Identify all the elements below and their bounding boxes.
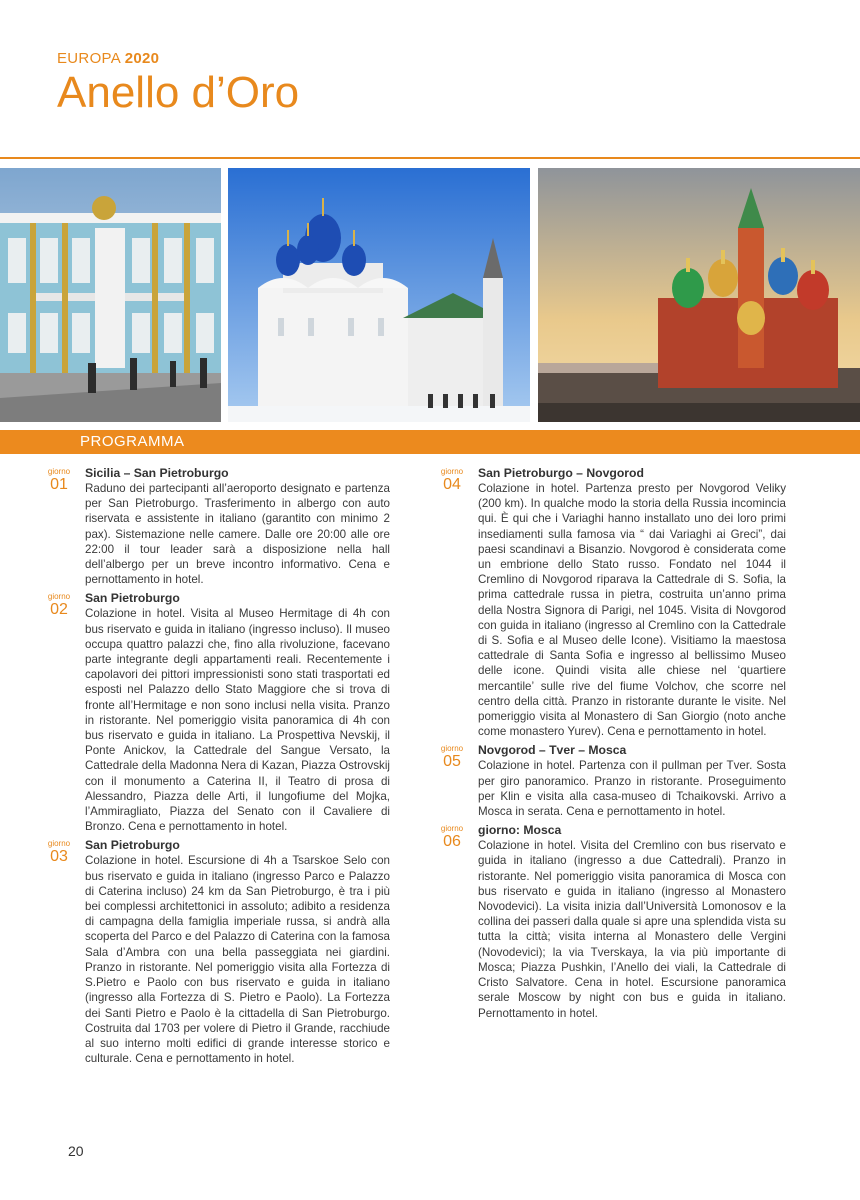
day-number-badge: giorno 02 [47, 592, 71, 619]
day-description: Colazione in hotel. Partenza con il pullman per Tver. Sosta per giro panoramico. Pranzo in ristorante. Proseguimento per Klin e visita alla casa-museo di Tchaikovski. Arrivo a Mosca in serata. Cena e pernottamento in hotel. [478, 759, 786, 819]
itinerary-right-column [440, 466, 786, 1025]
day-title: giorno: Mosca [478, 823, 562, 838]
program-label: PROGRAMMA [80, 433, 185, 450]
day-number-badge: giorno 06 [440, 824, 464, 851]
day-number-badge: giorno 04 [440, 467, 464, 493]
day-title: Novgorod – Tver – Mosca [478, 743, 627, 758]
cathedral-photo [538, 168, 860, 422]
day-entry [47, 591, 390, 834]
day-description: Colazione in hotel. Partenza presto per Novgorod Veliky (200 km). In qualche modo la storia della Russia incomincia qui. È qui che i Variaghi hanno installato uno dei loro primi insediamenti sulla famosa via “ dai Variaghi ai Greci”, dai paesi scandinavi a Bisanzio. Novgorod è considerata come un embrione dello Stato russo. Fondato nel 1044 il Cremlino di Novgorod riparava la Cattedrale di S. Sofia, la prima cattedrale russa in pietra, costruita un’anno prima della Nostra Signora di Parigi, nel 1045. Visita di Novgorod con guida in italiano (ingresso al Cremlino con la Cattedrale di S. Sofia e al Museo delle Icone). Visitiamo la maestosa cattedrale di Santa Sofia e ingresso al bellissimo Museo delle icone. Quindi visita alle chiese nel ‘quartiere mercantile’ sulle rive del fiume Volchov, che scorre nel centro della città. Pranzo in ristorante durante le visite. Nel pomeriggio visita al Monastero di San Giorgio (noto anche come monastero Yurev). Cena e pernottamento in hotel. [478, 482, 786, 739]
page-title: Anello d’Oro [57, 68, 300, 117]
day-title: San Pietroburgo [85, 591, 180, 606]
day-title: San Pietroburgo – Novgorod [478, 466, 644, 480]
photo-strip [0, 168, 860, 422]
day-entry [47, 838, 390, 1066]
day-entry [47, 466, 390, 587]
itinerary-left-column [47, 466, 390, 1070]
day-description: Raduno dei partecipanti all’aeroporto designato e partenza per San Pietroburgo. Trasferimento in albergo con auto riservata e assistente in italiano (garantito con minimo 2 pax). Sistemazione nelle camere. Dalle ore 20:00 alle ore 22:00 il tour leader sarà a disposizione nella hall dell’albergo per un breve incontro informativo. Cena e pernottamento in hotel. [85, 482, 390, 587]
church-photo [228, 168, 530, 422]
day-description: Colazione in hotel. Escursione di 4h a Tsarskoe Selo con bus riservato e guida in italiano (ingresso Parco e Palazzo di Caterina incluso) 24 km da San Pietroburgo, è tra i più bei complessi architettonici in assoluto; adibito a residenza di campagna della famiglia imperiale russa, si andrà alla scoperta del Parco e del Palazzo di Caterina con la famosa Sala d’Ambra con una bella passeggiata nei giardini. Pranzo in ristorante. Nel pomeriggio visita alla Fortezza di S.Pietro e Paolo con bus riservato e guida in italiano (ingresso alla Fortezza di S. Pietro e Paolo). La Fortezza dei Santi Pietro e Paolo è la cittadella di San Pietroburgo. Costruita dal 1703 per volere di Pietro il Grande, racchiude al suo interno molti edifici di grande interesse storico e culturale. Cena e pernottamento in hotel. [85, 854, 390, 1066]
program-bar [0, 430, 860, 454]
day-description: Colazione in hotel. Visita al Museo Hermitage di 4h con bus riservato e guida in italiano (ingresso incluso). Il museo occupa quattro palazzi che, fino alla rivoluzione, facevano parte integrante degli appartamenti reali. Recentemente i capolavori dei pittori impressionisti sono stati trasportati ed esposti nel Palazzo dello Stato Maggiore che si trova di fronte all’Hermitage e non sono inclusi nella visita. Pranzo in ristorante. Nel pomeriggio visita panoramica di 4h con bus riservato e guida in italiano. La Prospettiva Nevskij, il Ponte Anickov, la Cattedrale del Sangue Versato, la Cattedrale della Madonna Nera di Kazan, Piazza Ostrovskij con il monumento a Caterina II, il Teatro di prosa di Alessandro, Piazza delle Arti, il lungofiume del Mojka, l’Ammiragliato, Piazza del Senato con il Cavaliere di Bronzo. Cena e pernottamento in hotel. [85, 607, 390, 834]
region-year [57, 50, 299, 67]
day-number-badge: giorno 03 [47, 839, 71, 866]
day-number-badge: giorno 01 [47, 467, 71, 493]
day-title: Sicilia – San Pietroburgo [85, 466, 229, 480]
day-entry [440, 743, 786, 819]
day-title: San Pietroburgo [85, 838, 180, 853]
day-entry [440, 823, 786, 1020]
day-entry [440, 466, 786, 739]
page-header [57, 50, 299, 117]
palace-photo [0, 168, 221, 422]
day-description: Colazione in hotel. Visita del Cremlino con bus riservato e guida in italiano (ingresso a due Cattedrali). Pranzo in ristorante. Nel pomeriggio visita panoramica di Mosca con bus riservato e guida in italiano (ingresso al Monastero Novodevici). La visita inizia dall’Università Lomonosov e la collina dei passeri dalla quale si apre una splendida vista su tutta la città; visita interna al Monastero delle Vergini (Novodevici); la via Tverskaya, la via più importante di Mosca; Piazza Pushkin, l’Anello dei viali, la Cattedrale di Cristo Salvatore. Cena in hotel. Escursione panoramica serale Moscow by night con bus e guida in italiano. Pernottamento in hotel. [478, 839, 786, 1020]
year-label: 2020 [124, 50, 160, 67]
header-divider [0, 157, 860, 159]
region-label: EUROPA [57, 50, 121, 67]
day-number-badge: giorno 05 [440, 744, 464, 771]
page-number: 20 [68, 1143, 84, 1159]
